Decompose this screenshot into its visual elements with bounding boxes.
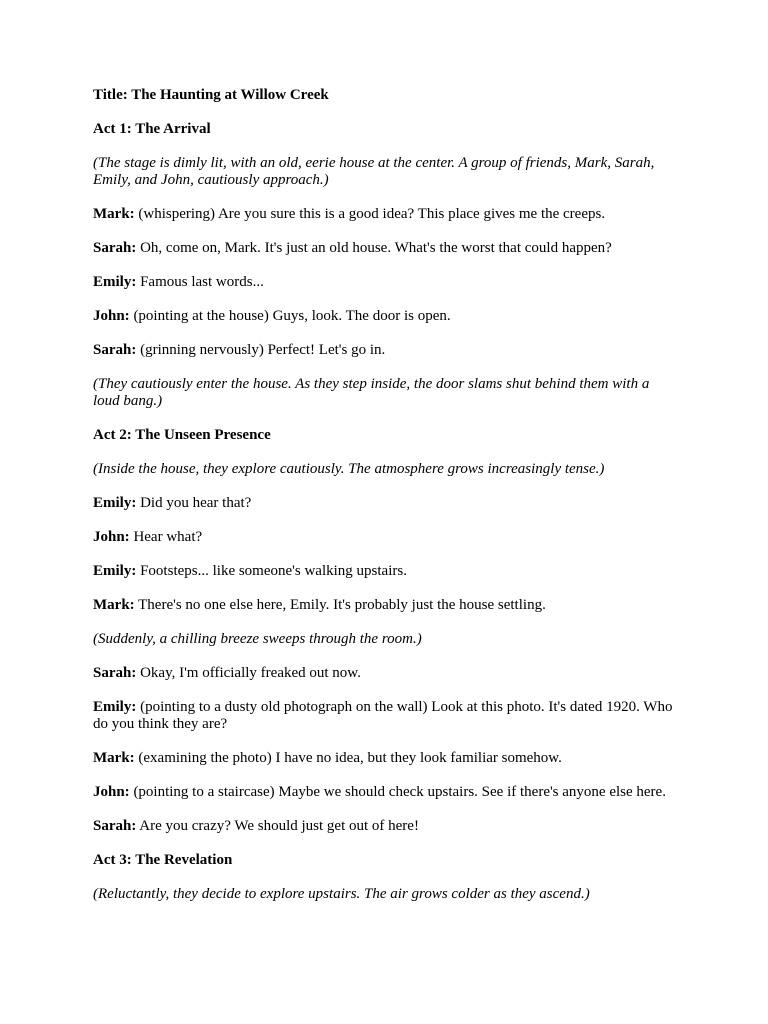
stage-direction: (Reluctantly, they decide to explore upstairs. The air grows colder as they ascend.) <box>93 886 590 902</box>
dialogue-text: Okay, I'm officially freaked out now. <box>140 665 361 681</box>
document-title: Title: The Haunting at Willow Creek <box>93 87 329 103</box>
dialogue-line <box>93 529 678 546</box>
dialogue-text: (grinning nervously) Perfect! Let's go in. <box>140 342 386 358</box>
speaker-name: John: <box>93 308 130 324</box>
speaker-name: Sarah: <box>93 818 137 834</box>
dialogue-line <box>93 818 678 835</box>
dialogue-line <box>93 699 678 733</box>
dialogue-line <box>93 206 678 223</box>
dialogue-line <box>93 784 678 801</box>
speaker-name: Mark: <box>93 750 135 766</box>
dialogue-line <box>93 342 678 359</box>
dialogue-text: (examining the photo) I have no idea, but they look familiar somehow. <box>138 750 562 766</box>
dialogue-text: Did you hear that? <box>140 495 252 511</box>
dialogue-text: Famous last words... <box>140 274 264 290</box>
speaker-name: Emily: <box>93 699 137 715</box>
speaker-name: John: <box>93 784 130 800</box>
dialogue-line <box>93 495 678 512</box>
dialogue-text: (whispering) Are you sure this is a good idea? This place gives me the creeps. <box>138 206 606 222</box>
dialogue-line <box>93 665 678 682</box>
speaker-name: Emily: <box>93 563 137 579</box>
dialogue-text: (pointing to a staircase) Maybe we should check upstairs. See if there's anyone else here. <box>133 784 666 800</box>
dialogue-line <box>93 597 678 614</box>
speaker-name: Mark: <box>93 597 135 613</box>
script-body <box>93 87 678 920</box>
stage-direction: (They cautiously enter the house. As they step inside, the door slams shut behind them with a loud bang.) <box>93 376 650 409</box>
speaker-name: Emily: <box>93 274 137 290</box>
stage-direction: (Inside the house, they explore cautiously. The atmosphere grows increasingly tense.) <box>93 461 605 477</box>
act-heading: Act 3: The Revelation <box>93 852 233 868</box>
dialogue-line <box>93 750 678 767</box>
stage-direction: (The stage is dimly lit, with an old, eerie house at the center. A group of friends, Mark, Sarah, Emily, and John, cautiously approach.) <box>93 155 655 188</box>
dialogue-line <box>93 274 678 291</box>
dialogue-line <box>93 563 678 580</box>
speaker-name: Sarah: <box>93 240 137 256</box>
dialogue-text: There's no one else here, Emily. It's probably just the house settling. <box>138 597 546 613</box>
dialogue-text: Oh, come on, Mark. It's just an old house. What's the worst that could happen? <box>140 240 612 256</box>
dialogue-text: (pointing to a dusty old photograph on the wall) Look at this photo. It's dated 1920. Who do you think they are? <box>93 699 673 732</box>
dialogue-line <box>93 308 678 325</box>
speaker-name: Mark: <box>93 206 135 222</box>
dialogue-line <box>93 240 678 257</box>
act-heading: Act 1: The Arrival <box>93 121 211 137</box>
speaker-name: John: <box>93 529 130 545</box>
speaker-name: Sarah: <box>93 342 137 358</box>
dialogue-text: Hear what? <box>133 529 203 545</box>
stage-direction: (Suddenly, a chilling breeze sweeps through the room.) <box>93 631 422 647</box>
dialogue-text: Footsteps... like someone's walking upstairs. <box>140 563 407 579</box>
speaker-name: Sarah: <box>93 665 137 681</box>
script-blocks <box>93 121 678 903</box>
act-heading: Act 2: The Unseen Presence <box>93 427 271 443</box>
speaker-name: Emily: <box>93 495 137 511</box>
dialogue-text: Are you crazy? We should just get out of here! <box>139 818 419 834</box>
dialogue-text: (pointing at the house) Guys, look. The door is open. <box>133 308 451 324</box>
